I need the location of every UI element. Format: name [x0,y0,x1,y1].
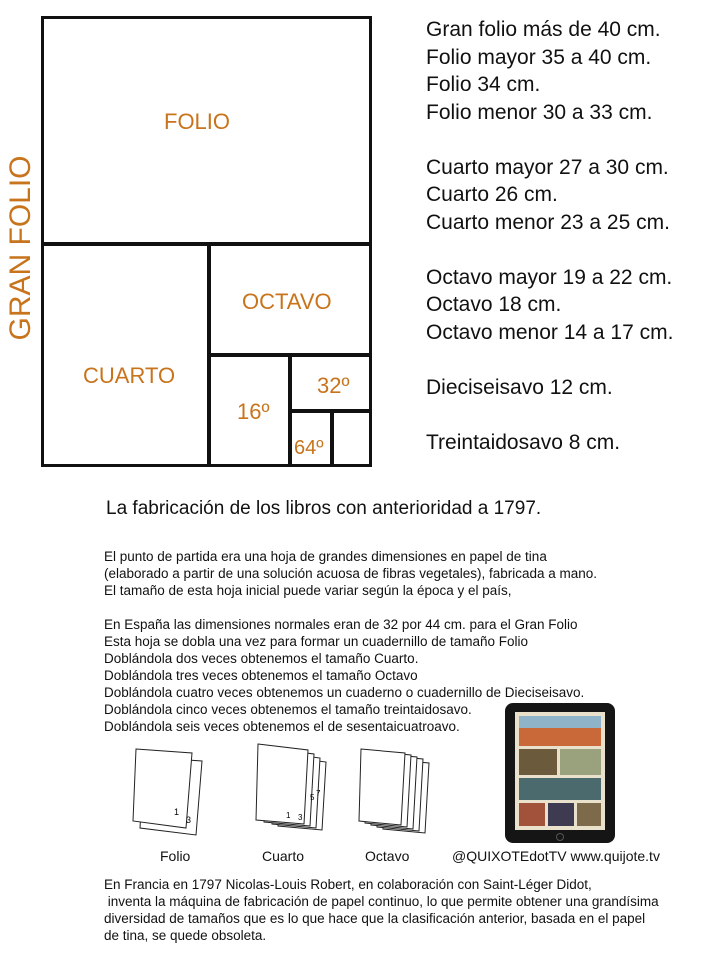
fold-cuarto-illustration [252,740,332,840]
text-line: Doblándola cuatro veces obtenemos un cuaderno o cuadernillo de Dieciseisavo. [104,685,585,700]
text-line: Doblándola tres veces obtenemos el tamaño Octavo [104,668,418,683]
size-line: Folio menor 30 a 33 cm. [426,100,653,124]
label-treintaidosavo: 32º [317,373,350,398]
label-sesentaicuatroavo: 64º [294,437,324,459]
fold-cuarto-page-7: 7 [316,789,321,798]
fold-folio-page-1: 1 [174,807,180,817]
size-line: Cuarto mayor 27 a 30 cm. [426,155,669,179]
size-line: Octavo menor 14 a 17 cm. [426,320,674,344]
size-line: Folio 34 cm. [426,73,541,96]
text-line: En Francia en 1797 Nicolas-Louis Robert, en colaboración con Saint-Léger Didot, [104,877,592,892]
fold-folio-page-3: 3 [186,815,192,825]
text-line: El tamaño de esta hoja inicial puede variar según la época y el país, [104,583,512,598]
fold-cuarto-page-3: 3 [298,813,303,822]
text-line: inventa la máquina de fabricación de papel continuo, lo que permite obtener una grandísima [104,894,659,909]
fold-cuarto-caption: Cuarto [262,848,305,864]
size-line: Cuarto menor 23 a 25 cm. [426,210,670,234]
label-dieciseisavo: 16º [237,399,270,424]
tablet-screen [515,712,605,830]
tablet-comic-image [505,703,615,843]
intro-paragraph [104,548,597,599]
fold-cuarto-page-1: 1 [286,811,291,820]
size-line: Octavo mayor 19 a 22 cm. [426,265,673,289]
text-line: El punto de partida era una hoja de grandes dimensiones en papel de tina [104,549,547,564]
cuarto-section [41,242,211,467]
text-line: (elaborado a partir de una solución acuosa de fibras vegetales), fabricada a mano. [104,566,598,581]
page-heading: La fabricación de los libros con anterioridad a 1797. [106,498,542,519]
fold-folio-caption: Folio [160,848,191,864]
text-line: Doblándola dos veces obtenemos el tamaño Cuarto. [104,651,419,666]
text-line: de tina, se quede obsoleta. [104,928,267,943]
fold-octavo-illustration [355,745,435,840]
size-line: Gran folio más de 40 cm. [426,18,661,41]
label-gran-folio: GRAN FOLIO [4,155,37,341]
size-line: Cuarto 26 cm. [426,183,558,206]
label-cuarto: CUARTO [83,363,176,388]
text-line: En España las dimensiones normales eran de 32 por 44 cm. para el Gran Folio [104,617,578,632]
size-line: Dieciseisavo 12 cm. [426,375,613,399]
text-line: Esta hoja se dobla una vez para formar un cuadernillo de tamaño Folio [104,634,529,649]
credit-line: @QUIXOTEdotTV www.quijote.tv [452,848,660,864]
label-folio: FOLIO [164,109,231,134]
text-line: Doblándola cinco veces obtenemos el tamaño treintaidosavo. [104,702,472,717]
fold-octavo-caption: Octavo [365,848,410,864]
size-line: Folio mayor 35 a 40 cm. [426,45,652,69]
fold-cuarto-page-5: 5 [310,793,315,802]
size-line: Treintaidosavo 8 cm. [426,430,621,454]
sesentaicuatroavo-section-2 [330,409,372,467]
size-list [426,16,673,456]
size-line: Octavo 18 cm. [426,293,562,316]
tablet-home-button [556,833,564,841]
text-line: Doblándola seis veces obtenemos el de sesentaicuatroavo. [104,719,460,734]
france-paragraph [104,876,659,944]
text-line: diversidad de tamaños que es lo que hace que la clasificación anterior, basada en el papel [104,911,646,926]
fold-folio-illustration [132,745,212,840]
label-octavo: OCTAVO [242,289,332,314]
